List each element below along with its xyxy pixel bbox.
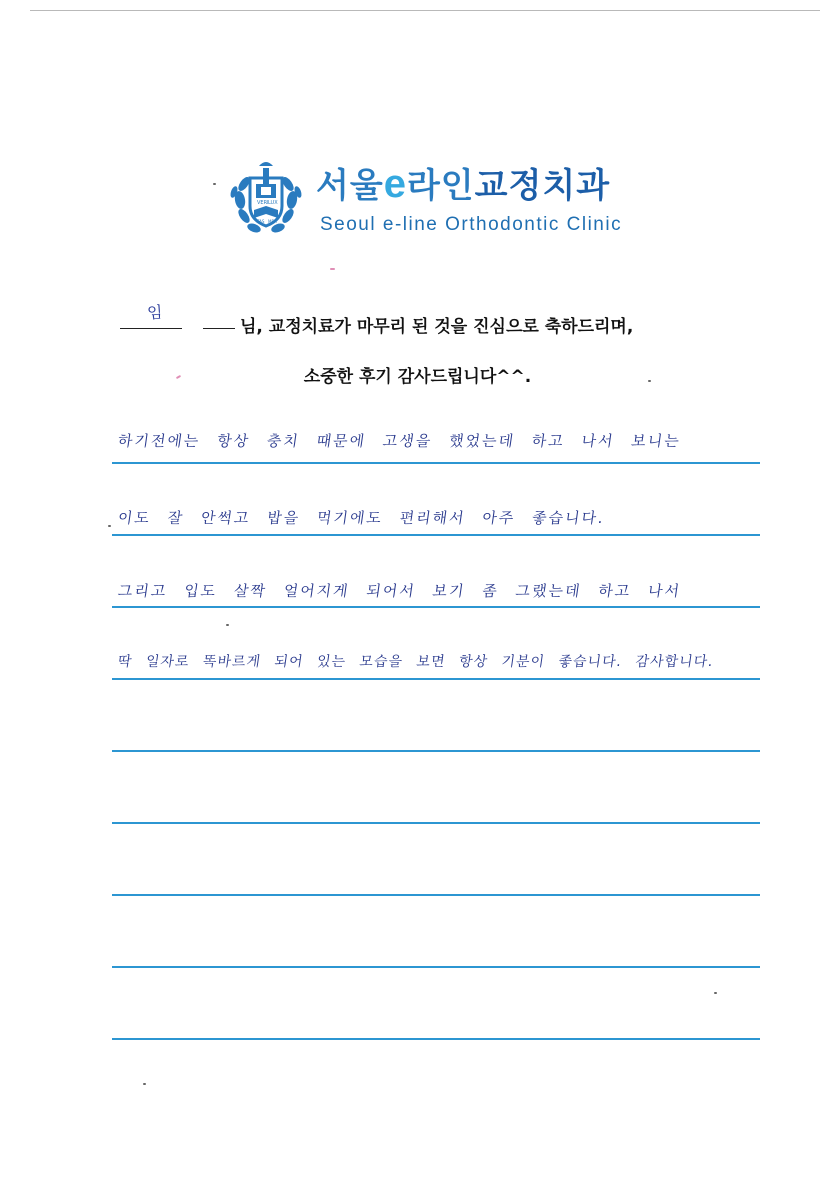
clinic-name bbox=[316, 164, 610, 206]
paper-speck bbox=[226, 624, 229, 626]
review-line-3: 그리고 입도 살짝 얼어지게 되어서 보기 좀 그랬는데 하고 나서 bbox=[116, 582, 683, 600]
clinic-name-part3: 교정치과 bbox=[474, 166, 611, 206]
review-line-4: 딱 일자로 똑바르게 되어 있는 모습을 보면 항상 기분이 좋습니다. 감사합니다. bbox=[116, 654, 715, 670]
ruled-line-4 bbox=[112, 678, 760, 680]
ruled-line-6 bbox=[112, 822, 760, 824]
emblem-text-4: MEA bbox=[268, 219, 277, 224]
ruled-line-2 bbox=[112, 534, 760, 536]
greeting-text: 님, 교정치료가 마무리 된 것을 진심으로 축하드리며, bbox=[240, 317, 634, 337]
paper-speck bbox=[143, 1083, 146, 1085]
paper-speck bbox=[213, 183, 216, 185]
paper-speck bbox=[714, 992, 717, 994]
clinic-name-part2: 라인 bbox=[406, 166, 475, 206]
ruled-line-7 bbox=[112, 894, 760, 896]
paper-speck bbox=[108, 525, 111, 527]
review-line-1: 하기전에는 항상 충치 때문에 고생을 했었는데 하고 나서 보니는 bbox=[116, 432, 683, 450]
review-line-2: 이도 잘 안썩고 밥을 먹기에도 편리해서 아주 좋습니다. bbox=[116, 509, 607, 527]
top-border-line bbox=[30, 10, 820, 11]
handwritten-name: 임 bbox=[146, 302, 164, 323]
ruled-line-9 bbox=[112, 1038, 760, 1040]
name-underline bbox=[203, 328, 235, 329]
ruled-line-5 bbox=[112, 750, 760, 752]
clinic-name-e: e bbox=[383, 162, 407, 206]
emblem-text-3: TAS bbox=[257, 219, 265, 224]
clinic-english-name: Seoul e-line Orthodontic Clinic bbox=[320, 214, 623, 235]
university-emblem-icon bbox=[226, 160, 306, 240]
clinic-logo bbox=[226, 160, 646, 240]
ruled-line-3 bbox=[112, 606, 760, 608]
ruled-line-8 bbox=[112, 966, 760, 968]
name-underline bbox=[120, 328, 182, 329]
ruled-line-1 bbox=[112, 462, 760, 464]
thanks-text: 소중한 후기 감사드립니다^^. bbox=[303, 367, 532, 387]
emblem-text-2: LUX bbox=[268, 200, 278, 206]
clinic-name-part1: 서울 bbox=[316, 166, 384, 206]
paper-speck bbox=[330, 268, 335, 270]
emblem-text-1: VERI bbox=[257, 200, 269, 206]
